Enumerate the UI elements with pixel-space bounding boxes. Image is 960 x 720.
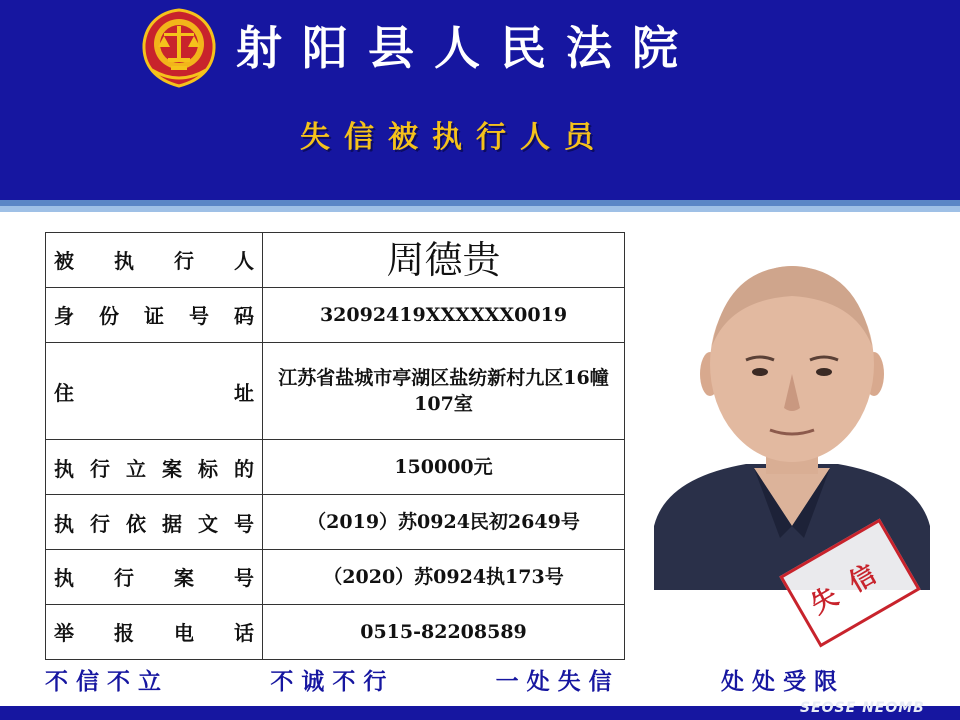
watermark: SEOSE NEOMB <box>800 700 925 716</box>
debtor-name: 周德贵 <box>263 233 625 288</box>
basis-document-number: （2019）苏0924民初2649号 <box>263 495 625 550</box>
notice-subtitle: 失信被执行人员 <box>300 120 608 155</box>
header-banner <box>0 0 960 200</box>
label-address: 住址 <box>46 342 263 439</box>
case-number: （2020）苏0924执173号 <box>263 550 625 605</box>
id-number: 32092419XXXXXX0019 <box>263 287 625 342</box>
table-row <box>46 440 625 495</box>
address: 江苏省盐城市亭湖区盐纺新村九区16幢107室 <box>263 342 625 439</box>
label-id-number: 身份证号码 <box>46 287 263 342</box>
slogan-4: 处处受限 <box>720 667 845 695</box>
label-debtor-name: 被执行人 <box>46 233 263 288</box>
label-case-number: 执行案号 <box>46 550 263 605</box>
slogan-bar <box>45 662 845 696</box>
court-name: 射阳县人民法院 <box>236 21 698 75</box>
court-emblem-icon <box>140 6 218 88</box>
stamp-text: 失信 <box>805 550 897 621</box>
table-row <box>46 604 625 659</box>
label-amount: 执行立案标的 <box>46 440 263 495</box>
debtor-info-table <box>45 232 625 660</box>
slogan-1: 不信不立 <box>45 667 169 695</box>
table-row <box>46 342 625 439</box>
table-row <box>46 233 625 288</box>
slogan-2: 不诚不行 <box>270 667 395 695</box>
table-row <box>46 495 625 550</box>
header-divider-light <box>0 206 960 212</box>
report-phone: 0515-82208589 <box>263 604 625 659</box>
table-row <box>46 550 625 605</box>
label-report-phone: 举报电话 <box>46 604 263 659</box>
label-basis-document: 执行依据文号 <box>46 495 263 550</box>
table-row <box>46 287 625 342</box>
slogan-3: 一处失信 <box>495 667 620 695</box>
execution-amount: 150000元 <box>263 440 625 495</box>
